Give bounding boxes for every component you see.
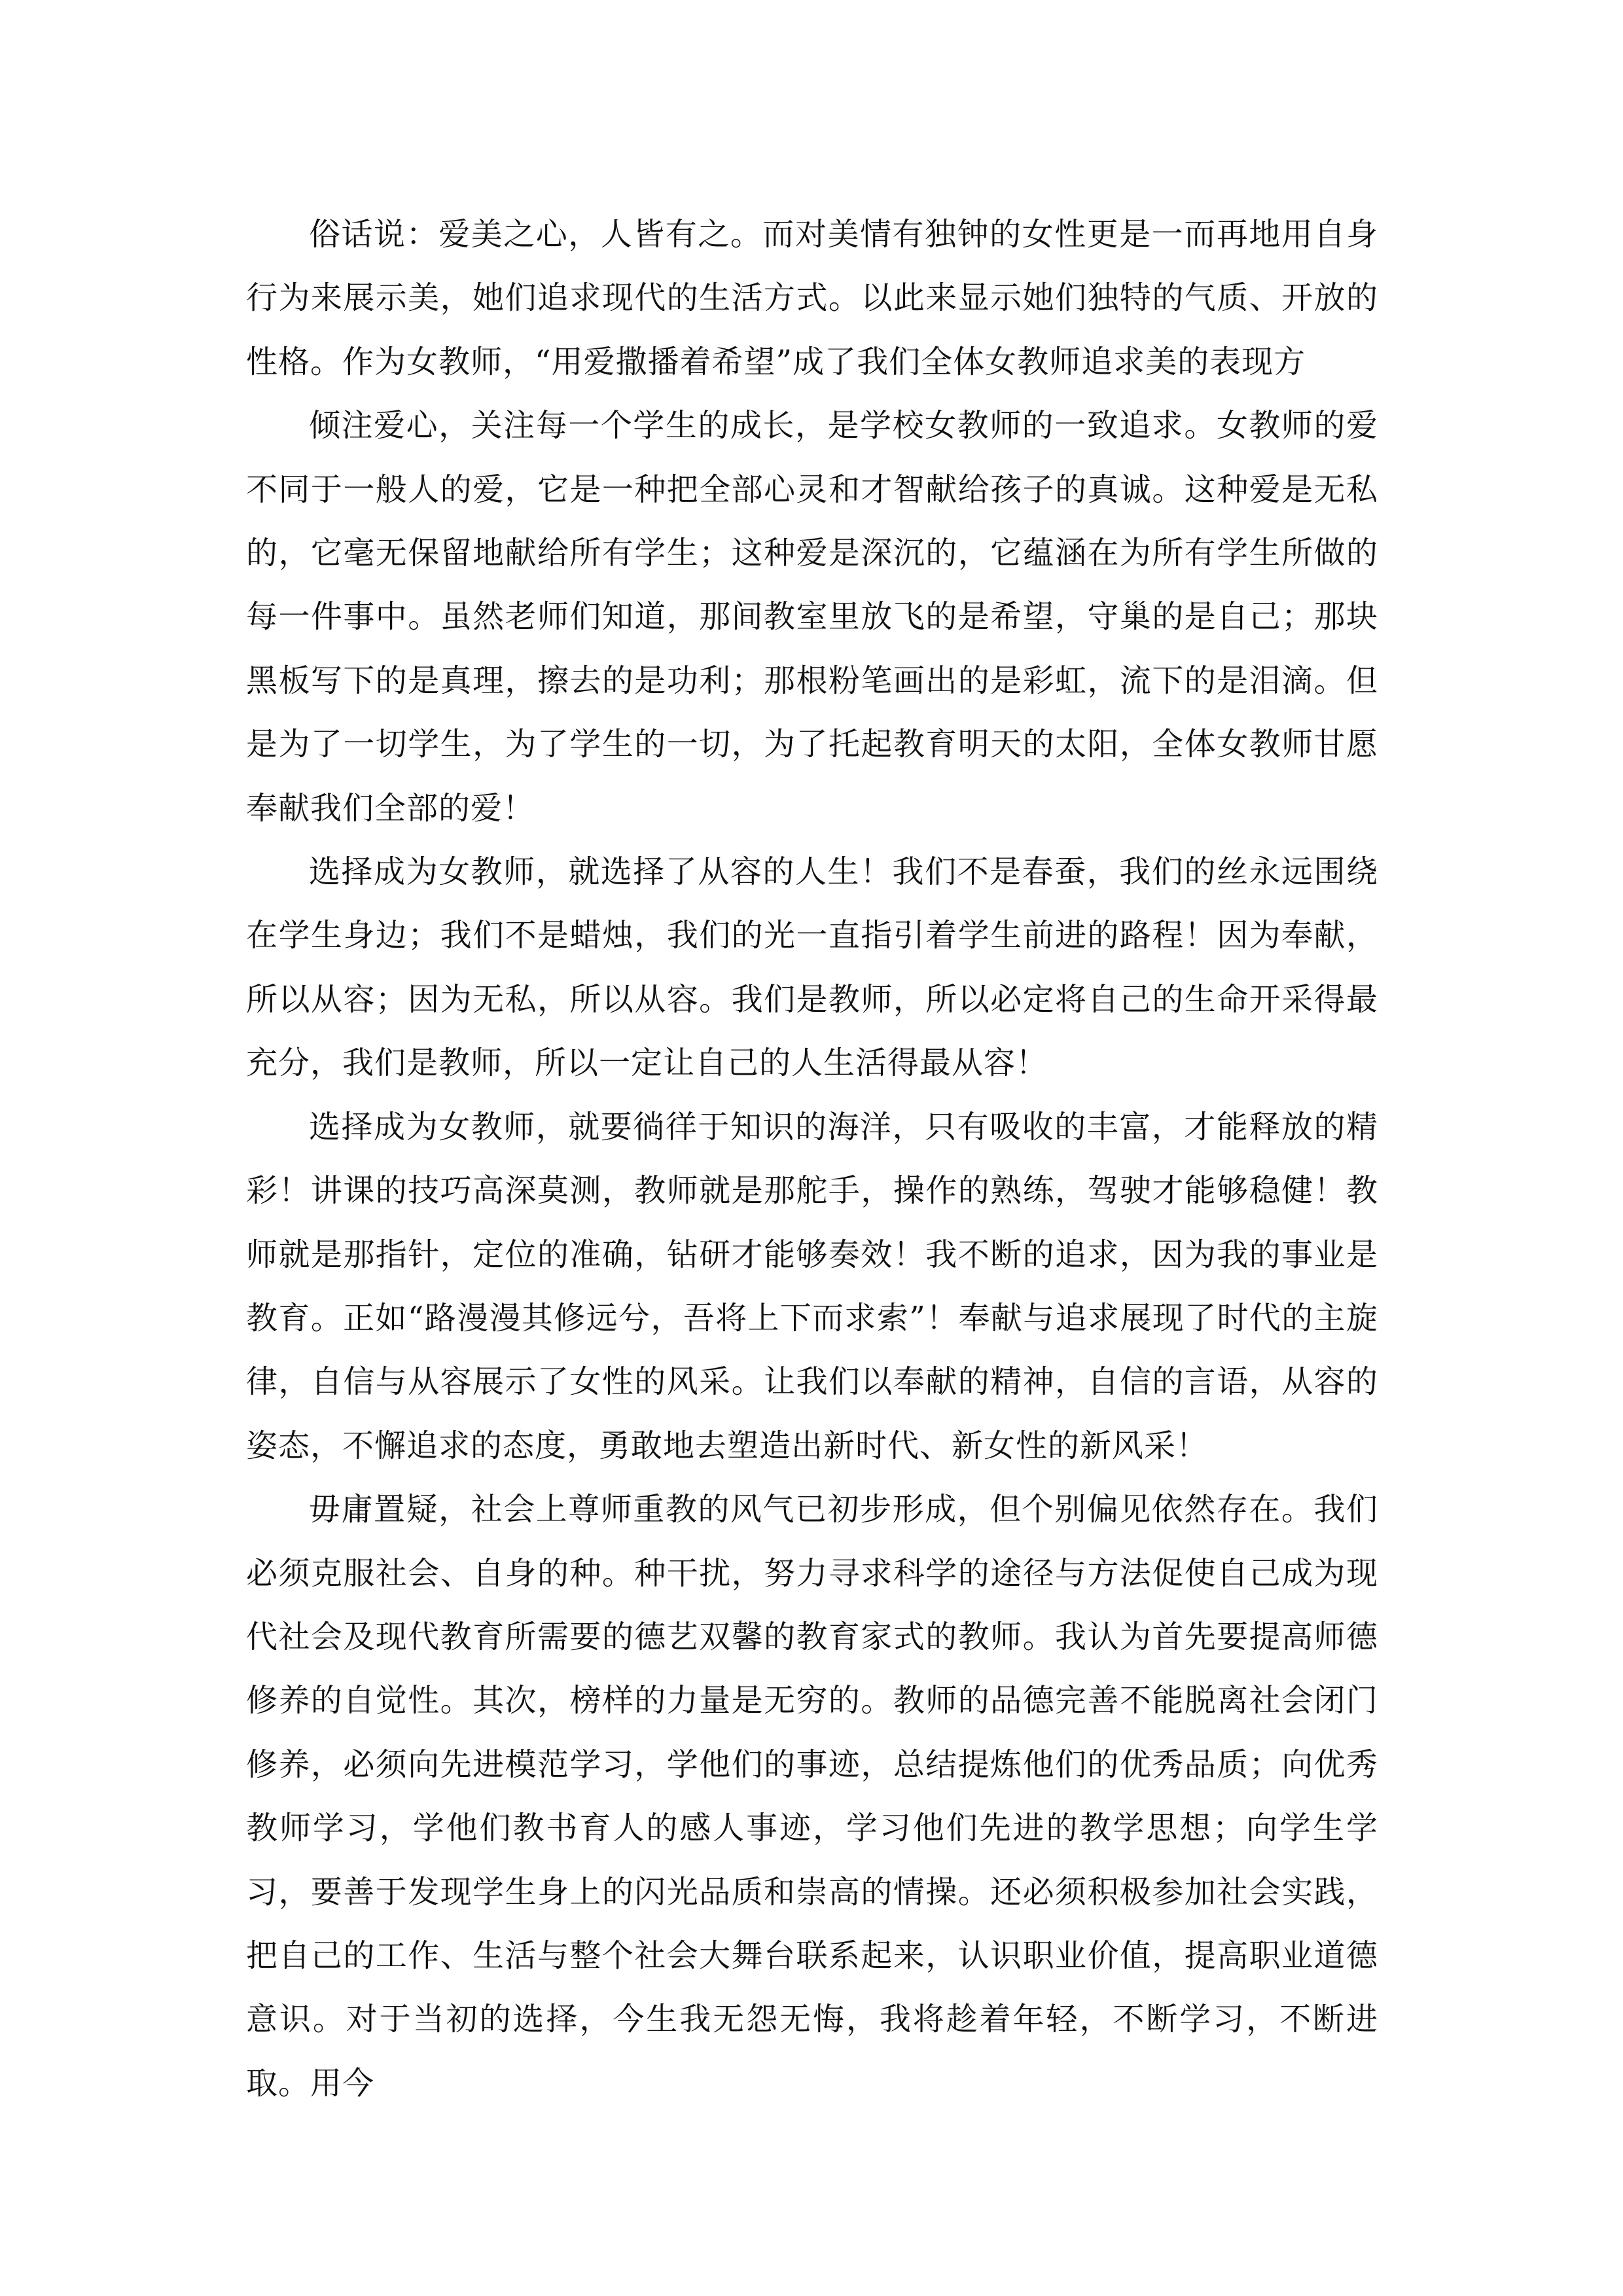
paragraph-1: 俗话说：爱美之心，人皆有之。而对美情有独钟的女性更是一而再地用自身行为来展示美，她们追求现代的生活方式。以此来显示她们独特的气质、开放的性格。作为女教师，“用爱撒播着希望”成了我们全体女教师追求美的表现方 [246,216,1378,380]
paragraph-4: 选择成为女教师，就要徜徉于知识的海洋，只有吸收的丰富，才能释放的精彩！讲课的技巧高深莫测，教师就是那舵手，操作的熟练，驾驶才能够稳健！教师就是那指针，定位的准确，钻研才能够奏效！我不断的追求，因为我的事业是教育。正如“路漫漫其修远兮，吾将上下而求索”！奉献与追求展现了时代的主旋律，自信与从容展示了女性的风采。让我们以奉献的精神，自信的言语，从容的姿态，不懈追求的态度，勇敢地去塑造出新时代、新女性的新风采！ [246,1108,1378,1464]
paragraph-5: 毋庸置疑，社会上尊师重教的风气已初步形成，但个别偏见依然存在。我们必须克服社会、自身的种。种干扰，努力寻求科学的途径与方法促使自己成为现代社会及现代教育所需要的德艺双馨的教育家式的教师。我认为首先要提高师德修养的自觉性。其次，榜样的力量是无穷的。教师的品德完善不能脱离社会闭门修养，必须向先进模范学习，学他们的事迹，总结提炼他们的优秀品质；向优秀教师学习，学他们教书育人的感人事迹，学习他们先进的教学思想；向学生学习，要善于发现学生身上的闪光品质和崇高的情操。还必须积极参加社会实践，把自己的工作、生活与整个社会大舞台联系起来，认识职业价值，提高职业道德意识。对于当初的选择，今生我无怨无悔，我将趁着年轻，不断学习，不断进取。用今 [246,1491,1378,2102]
document-body [246,203,1378,2115]
paragraph-2: 倾注爱心，关注每一个学生的成长，是学校女教师的一致追求。女教师的爱不同于一般人的爱，它是一种把全部心灵和才智献给孩子的真诚。这种爱是无私的，它毫无保留地献给所有学生；这种爱是深沉的，它蕴涵在为所有学生所做的每一件事中。虽然老师们知道，那间教室里放飞的是希望，守巢的是自己；那块黑板写下的是真理，擦去的是功利；那根粉笔画出的是彩虹，流下的是泪滴。但是为了一切学生，为了学生的一切，为了托起教育明天的太阳，全体女教师甘愿奉献我们全部的爱！ [246,407,1378,827]
paragraph-3: 选择成为女教师，就选择了从容的人生！我们不是春蚕，我们的丝永远围绕在学生身边；我们不是蜡烛，我们的光一直指引着学生前进的路程！因为奉献，所以从容；因为无私，所以从容。我们是教师，所以必定将自己的生命开采得最充分，我们是教师，所以一定让自己的人生活得最从容！ [246,853,1378,1082]
